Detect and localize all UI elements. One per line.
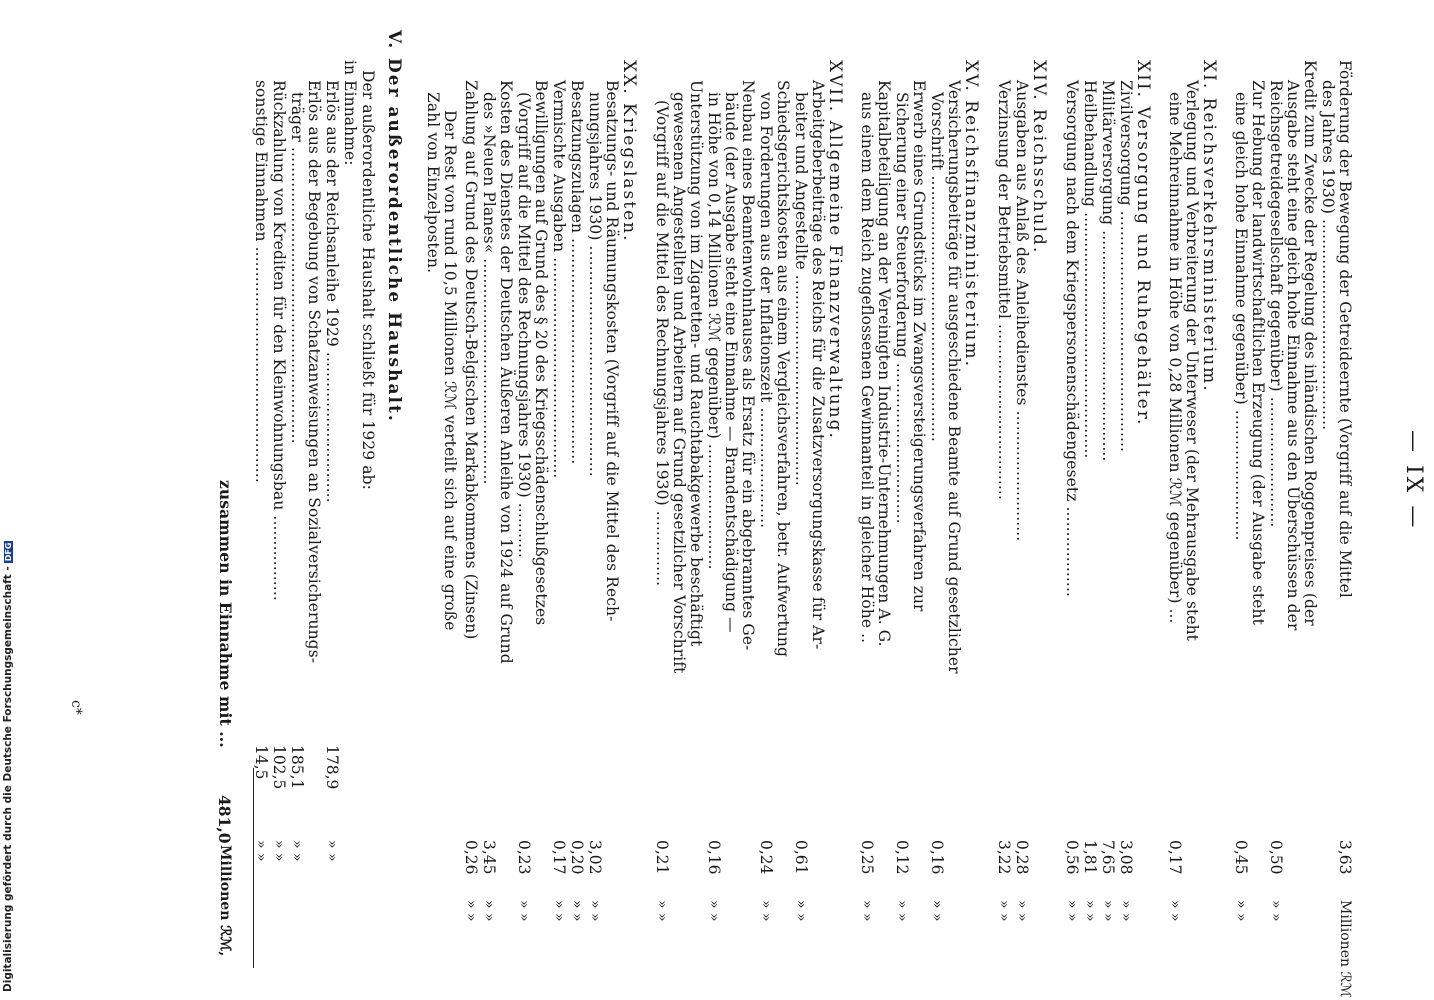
budget-line: Ausgabe steht eine gleich hohe Einnahme aus den Überschüssen der [1284,80,1302,631]
budget-line: Unterstützung von im Zigaretten- und Rauchtabakgewerbe beschäftigt [687,80,705,647]
amount-unit: » » [1082,900,1098,922]
amount-unit: » » [793,900,809,922]
amount-unit: » » [289,840,305,862]
budget-line: Kapitalbeteiligung an der Vereinigten Industrie-Unternehmungen A. G. [875,80,893,647]
amount-unit: Millionen ℛℳ, [217,845,233,957]
amount-unit: » » [1118,900,1134,922]
amount-value: 178,9 [323,745,341,790]
budget-line: in Höhe von 0,14 Millionen ℛℳ gegenüber) ......................... [705,92,723,570]
section-heading: XV. Reichsfinanzministerium. [961,60,981,369]
budget-line: in Einnahme: [341,60,359,166]
budget-line: von Forderungen aus der Inflationszeit ........................ [757,92,775,529]
budget-line: Ausgaben aus Anlaß des Anleihedienstes .......................... [1013,80,1031,542]
amount-unit: » » [271,840,287,862]
budget-line: Erwerb eines Grundstücks im Zwangsversteigerungsverfahren zur [910,80,928,612]
budget-line: Versicherungsbeiträge für ausgeschiedene Beamte auf Grund gesetzlicher [945,80,963,674]
dfg-logo: DFG [4,542,13,562]
budget-line: träger ........................................................... [288,92,306,444]
amount-value: 7,65 [1099,840,1117,875]
amount-unit: » » [1014,900,1030,922]
budget-line: zusammen in Einnahme mit ... [216,480,235,748]
budget-line: Reichsgetreidegesellschaft gegenüber) .......................... [1267,80,1285,528]
page-number: — IX — [1401,430,1426,531]
budget-line: Erlös aus der Reichsanleihe 1929 .............................. [323,80,341,503]
amount-unit: » » [894,900,910,922]
budget-line: Besatzungs- und Räumungskosten (Vorgriff auf die Mittel des Rech- [603,80,621,622]
budget-line: Der Rest von rund 10,5 Millionen ℛℳ verteilt sich auf eine große [441,110,459,631]
budget-line: Kredit zum Zwecke der Regelung des inländischen Roggenpreises (der [1301,60,1319,626]
amount-value: 0,17 [550,840,568,875]
side-note [2,0,16,1000]
amount-value: 3,22 [995,840,1013,875]
section-heading: XVII. Allgemeine Finanzverwaltung. [825,60,845,440]
amount-unit: » » [1167,900,1183,922]
amount-unit: » » [1233,900,1249,922]
budget-line: Versorgung nach dem Kriegspersonenschädengesetz .................. [1063,80,1081,598]
budget-line: Neubau eines Beamtenwohnhauses als Ersatz für ein abgebranntes Ge- [739,80,757,651]
amount-value: 1,81 [1081,840,1099,875]
amount-unit: » » [463,900,479,922]
budget-line: bäude (der Ausgabe steht eine Einnahme — Brandentschädigung — [722,92,740,633]
amount-value: 3,02 [586,840,604,875]
amount-value: 0,12 [893,840,911,875]
budget-line: Kosten des Dienstes der Deutschen Äußeren Anleihe von 1924 auf Grund [497,80,515,664]
amount-value: 0,50 [1267,840,1285,875]
budget-line: gewesenen Angestellten und Arbeitern auf Grund gesetzlicher Vorschrift [670,92,688,674]
section-heading: XIV. Reichsschuld. [1029,60,1049,255]
budget-line: Vermischte Ausgaben ............................................ [550,80,568,479]
budget-line: Zahlung auf Grund des Deutsch-Belgischen Markabkommens (Zinsen) [462,80,480,640]
amount-unit: » » [654,900,670,922]
budget-line: Rückzahlung von Krediten für den Kleinwohnungsbau ................. [270,80,288,601]
side-note-text: Digitalisierung gefördert durch die Deutsche Forschungsgemeinschaft - [2,566,14,992]
budget-line: (Vorgriff auf die Mittel des Rechnungsjahres 1930) ............... [653,100,671,587]
amount-value: 0,25 [858,840,876,875]
budget-line: Der außerordentliche Haushalt schließt für 1929 ab: [359,70,377,490]
amount-unit: » » [706,900,722,922]
amount-value: 3,63 [1336,840,1354,875]
amount-value: 185,1 [288,745,306,790]
amount-unit: » » [253,840,269,862]
amount-value: 0,56 [1063,840,1081,875]
budget-line: Zur Hebung der landwirtschaftlichen Erzeugung (der Ausgabe steht [1249,80,1267,625]
budget-line: Förderung der Bewegung der Getreideernte (Vorgriff auf die Mittel [1336,60,1354,598]
budget-line: nungsjahres 1930) .............................................. [586,92,604,477]
amount-value: 0,21 [653,840,671,875]
budget-line: Erlös aus der Begebung von Schatzanweisungen an Sozialversicherungs- [305,80,323,664]
amount-unit: » » [481,900,497,922]
amount-value: 3,08 [1117,840,1135,875]
section-heading: XX. Kriegslasten. [619,60,639,243]
budget-line: des Jahres 1930) .......................................... [1319,80,1337,431]
budget-line: Militärversorgung .............................................. [1099,80,1117,462]
budget-line: Schiedsgerichtskosten aus einem Vergleichsverfahren, betr. Aufwertung [774,80,792,657]
sum-rule [253,768,254,968]
amount-value: 0,28 [1013,840,1031,875]
amount-unit: » » [324,840,340,862]
amount-value: 0,26 [462,840,480,875]
amount-value: 14,5 [252,745,270,780]
budget-line: Arbeitgeberbeiträge des Reichs für die Zusatzversorgungskasse für Ar- [809,80,827,650]
budget-line: Zahl von Einzelposten. [424,92,442,274]
amount-unit: » » [1268,900,1284,922]
budget-line: des »Neuen Planes« ............................................. [480,92,498,485]
budget-line: beiter und Angestellte .......................................... [792,92,810,486]
footer-mark: c* [68,700,84,715]
amount-value: 3,45 [480,840,498,875]
budget-line: Verlegung und Verbreiterung der Unterweser (der Mehrausgabe steht [1183,80,1201,642]
amount-unit: » » [859,900,875,922]
section-heading: XII. Versorgung und Ruhegehälter. [1133,60,1153,427]
amount-value: 0,24 [757,840,775,875]
budget-line: sonstige Einnahmen ............................................... [252,80,270,483]
amount-unit: » » [758,900,774,922]
amount-value: 0,20 [568,840,586,875]
amount-unit: » » [996,900,1012,922]
section-heading: XI. Reichsverkehrsministerium. [1199,60,1219,393]
budget-line: (Vorgriff auf die Mittel des Rechnungsjahres 1930) ........... [515,92,533,559]
amount-unit: » » [516,900,532,922]
budget-line: aus einem dem Reich zugeflossenen Gewinnanteil in gleicher Höhe .. [858,92,876,644]
amount-value: 481,0 [215,795,234,844]
amount-value: 102,5 [270,745,288,790]
amount-unit: » » [1064,900,1080,922]
amount-value: 0,23 [515,840,533,875]
amount-unit: » » [551,900,567,922]
budget-line: Besatzungszulagen ............................................. [568,80,586,465]
budget-line: Heilbehandlung ................................................. [1081,80,1099,459]
amount-value: 0,61 [792,840,810,875]
amount-unit: » » [1100,900,1116,922]
amount-value: 0,16 [928,840,946,875]
budget-line: Verzinsung der Betriebsmittel ................................... [995,80,1013,500]
budget-line: Bewilligungen auf Grund des § 20 des Kriegsschädenschlußgesetzes [532,80,550,626]
budget-line: eine gleich hohe Einnahme gegenüber) .......................... [1232,92,1250,541]
amount-unit: » » [569,900,585,922]
amount-value: 0,45 [1232,840,1250,875]
amount-unit: » » [587,900,603,922]
budget-line: Zivilversorgung ................................................ [1117,80,1135,453]
amount-unit: Millionen ℛℳ [1337,900,1353,998]
amount-value: 0,16 [705,840,723,875]
budget-line: Sicherung einer Steuerforderung ................................ [893,92,911,524]
amount-unit: » » [929,900,945,922]
budget-line: eine Mehreinnahme in Höhe von 0,28 Millionen ℛℳ gegenüber) ... [1166,92,1184,624]
amount-value: 0,17 [1166,840,1184,875]
budget-line: Vorschrift ..................................................... [928,92,946,442]
section-heading: V. Der außerordentliche Haushalt. [384,30,404,423]
